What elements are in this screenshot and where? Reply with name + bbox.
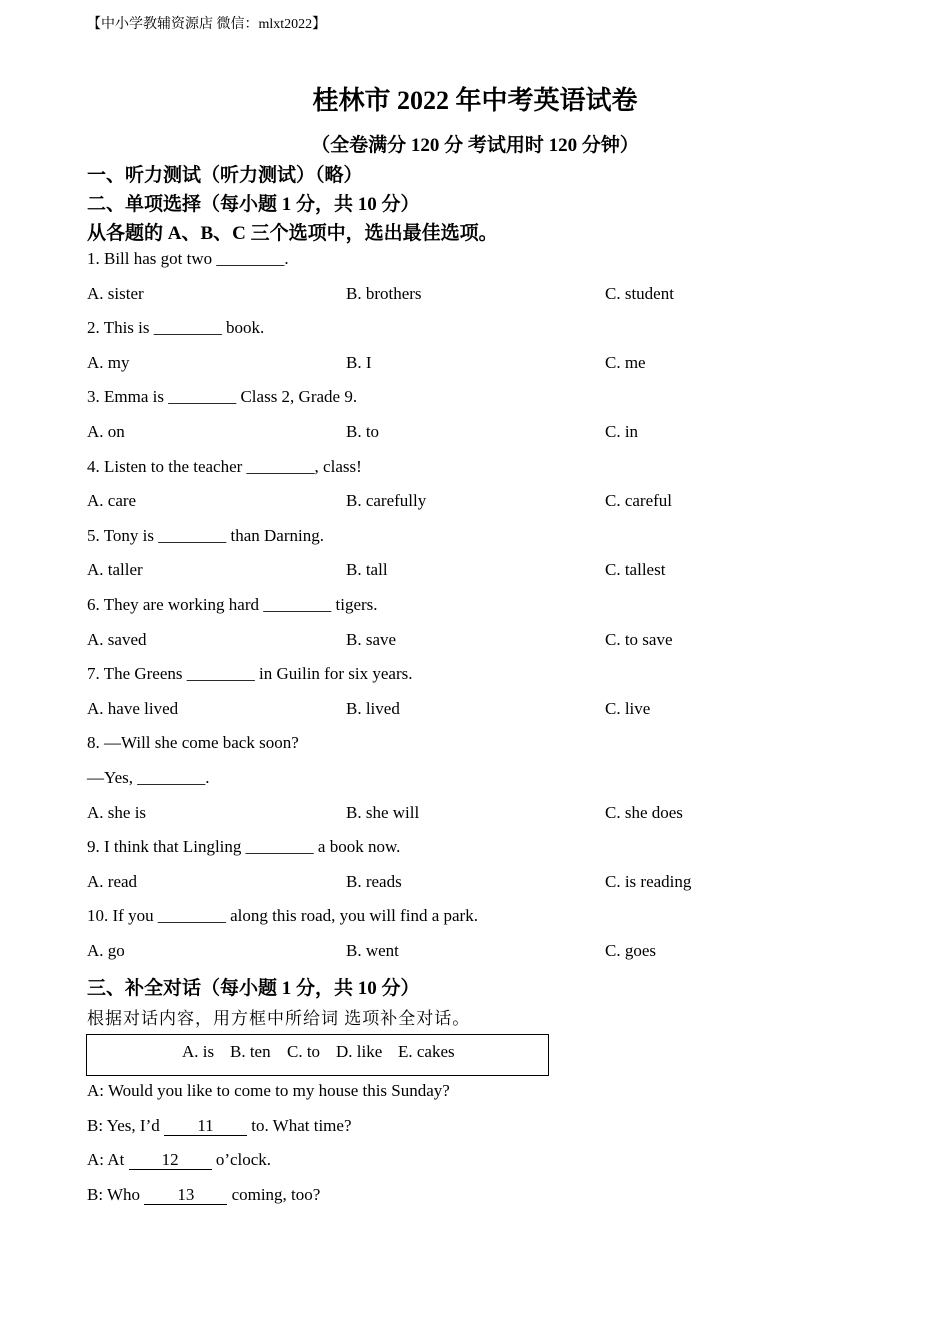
option-c[interactable]: C. is reading [605,871,692,891]
section2-instruction: 从各题的 A、B、C 三个选项中，选出最佳选项。 [87,223,498,244]
dialogue-text: o’clock. [211,1150,272,1169]
option-a[interactable]: A. my [87,352,130,372]
option-b[interactable]: B. tall [346,560,388,580]
option-a[interactable]: A. saved [87,629,147,649]
word-bank-option: E. cakes [398,1042,455,1061]
question-stem: 5. Tony is ________ than Darning. [87,525,324,545]
option-b[interactable]: B. save [346,629,397,649]
question-stem: 8. —Will she come back soon? [87,733,299,753]
option-c[interactable]: C. in [605,422,639,441]
exam-title: 桂林市 2022 年中考英语试卷 [312,86,638,115]
word-bank-option: C. to [287,1042,321,1061]
section3-heading: 三、补全对话（每小题 1 分，共 10 分） [87,978,420,999]
option-b[interactable]: B. brothers [346,283,422,303]
question-stem: 7. The Greens ________ in Guilin for six years. [87,664,413,684]
option-b[interactable]: B. lived [346,698,400,718]
option-b[interactable]: B. reads [346,871,402,891]
option-c[interactable]: C. live [605,698,651,718]
exam-subtitle: （全卷满分 120 分 考试用时 120 分钟） [311,135,639,156]
section1-heading: 一、听力测试（听力测试）（略） [87,165,363,186]
word-bank-option: A. is [182,1042,215,1061]
dialogue-line [87,1081,450,1101]
word-bank-option: D. like [336,1042,383,1061]
option-b[interactable]: B. to [346,422,380,441]
dialogue-text: B: Who [87,1185,145,1204]
question-stem: 4. Listen to the teacher ________, class! [87,456,362,476]
question-stem: 9. I think that Lingling ________ a book now. [87,837,401,857]
dialogue-text: B: Yes, I’d [87,1116,164,1135]
option-b[interactable]: B. I [346,352,372,372]
question-stem: 2. This is ________ book. [87,318,265,338]
question-stem: 1. Bill has got two ________. [87,249,289,268]
answer-blank[interactable]: 12 [129,1151,212,1170]
answer-blank[interactable]: 11 [164,1117,247,1136]
word-bank-box [86,1034,549,1076]
answer-blank[interactable]: 13 [144,1186,227,1205]
option-b[interactable]: B. went [346,941,399,960]
option-a[interactable]: A. she is [87,802,147,822]
dialogue-line [87,1116,352,1136]
section3-instruction: 根据对话内容，用方框中所给词 选项补全对话。 [87,1009,471,1028]
question-stem: 10. If you ________ along this road, you will find a park. [87,906,478,926]
question-stem: 3. Emma is ________ Class 2, Grade 9. [87,387,358,407]
option-a[interactable]: A. sister [87,283,144,303]
question-stem-reply: —Yes, ________. [87,768,210,787]
option-c[interactable]: C. goes [605,941,656,960]
word-bank-option: B. ten [230,1042,271,1061]
section2-heading: 二、单项选择（每小题 1 分，共 10 分） [87,194,420,215]
option-a[interactable]: A. go [87,941,125,960]
option-c[interactable]: C. careful [605,491,673,511]
option-c[interactable]: C. to save [605,629,673,649]
option-c[interactable]: C. tallest [605,560,666,580]
option-b[interactable]: B. carefully [346,491,427,511]
option-c[interactable]: C. she does [605,802,683,822]
dialogue-line [87,1185,320,1205]
option-a[interactable]: A. care [87,491,137,511]
option-b[interactable]: B. she will [346,802,420,822]
option-c[interactable]: C. student [605,283,674,303]
option-a[interactable]: A. on [87,422,125,441]
header-note: 【中小学教辅资源店 微信：mlxt2022】 [87,17,327,32]
dialogue-text: A: Would you like to come to my house this Sunday? [87,1081,450,1100]
dialogue-line [87,1150,271,1170]
dialogue-text: to. What time? [247,1116,352,1135]
option-c[interactable]: C. me [605,352,646,372]
dialogue-text: A: At [87,1150,129,1169]
option-a[interactable]: A. have lived [87,698,179,718]
option-a[interactable]: A. taller [87,560,143,580]
option-a[interactable]: A. read [87,871,138,891]
question-stem: 6. They are working hard ________ tigers. [87,595,378,614]
dialogue-text: coming, too? [227,1185,321,1204]
